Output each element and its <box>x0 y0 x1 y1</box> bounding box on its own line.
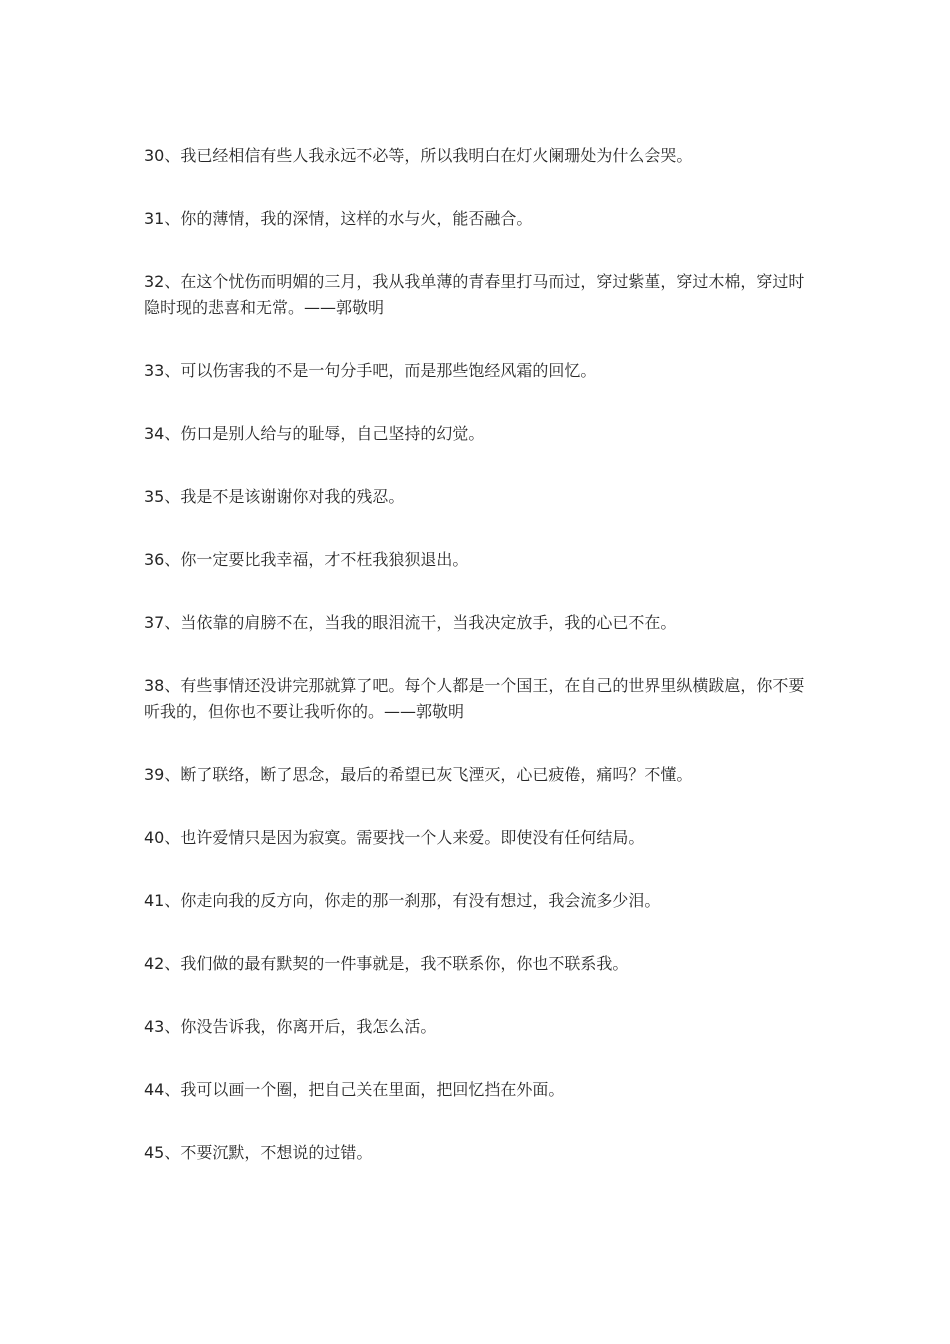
quote-item-33: 33、可以伤害我的不是一句分手吧，而是那些饱经风霜的回忆。 <box>144 361 597 380</box>
quote-item-41: 41、你走向我的反方向，你走的那一刹那，有没有想过，我会流多少泪。 <box>144 891 661 910</box>
quote-item-39: 39、断了联络，断了思念，最后的希望已灰飞湮灭，心已疲倦，痛吗？不懂。 <box>144 765 693 784</box>
quote-list <box>144 143 812 1203</box>
quote-item-30: 30、我已经相信有些人我永远不必等，所以我明白在灯火阑珊处为什么会哭。 <box>144 146 693 165</box>
quote-item-31: 31、你的薄情，我的深情，这样的水与火，能否融合。 <box>144 209 533 228</box>
quote-item-32: 32、在这个忧伤而明媚的三月，我从我单薄的青春里打马而过，穿过紫堇，穿过木棉，穿过时隐时现的悲喜和无常。——郭敬明 <box>144 272 805 317</box>
quote-item-38: 38、有些事情还没讲完那就算了吧。每个人都是一个国王，在自己的世界里纵横跋扈，你不要听我的，但你也不要让我听你的。——郭敬明 <box>144 676 805 721</box>
quote-item-43: 43、你没告诉我，你离开后，我怎么活。 <box>144 1017 437 1036</box>
quote-item-42: 42、我们做的最有默契的一件事就是，我不联系你，你也不联系我。 <box>144 954 629 973</box>
quote-item-34: 34、伤口是别人给与的耻辱，自己坚持的幻觉。 <box>144 424 485 443</box>
quote-item-37: 37、当依靠的肩膀不在，当我的眼泪流干，当我决定放手，我的心已不在。 <box>144 613 677 632</box>
quote-item-40: 40、也许爱情只是因为寂寞。需要找一个人来爱。即使没有任何结局。 <box>144 828 645 847</box>
quote-item-44: 44、我可以画一个圈，把自己关在里面，把回忆挡在外面。 <box>144 1080 565 1099</box>
quote-item-45: 45、不要沉默，不想说的过错。 <box>144 1143 373 1162</box>
quote-item-36: 36、你一定要比我幸福，才不枉我狼狈退出。 <box>144 550 469 569</box>
quote-item-35: 35、我是不是该谢谢你对我的残忍。 <box>144 487 405 506</box>
